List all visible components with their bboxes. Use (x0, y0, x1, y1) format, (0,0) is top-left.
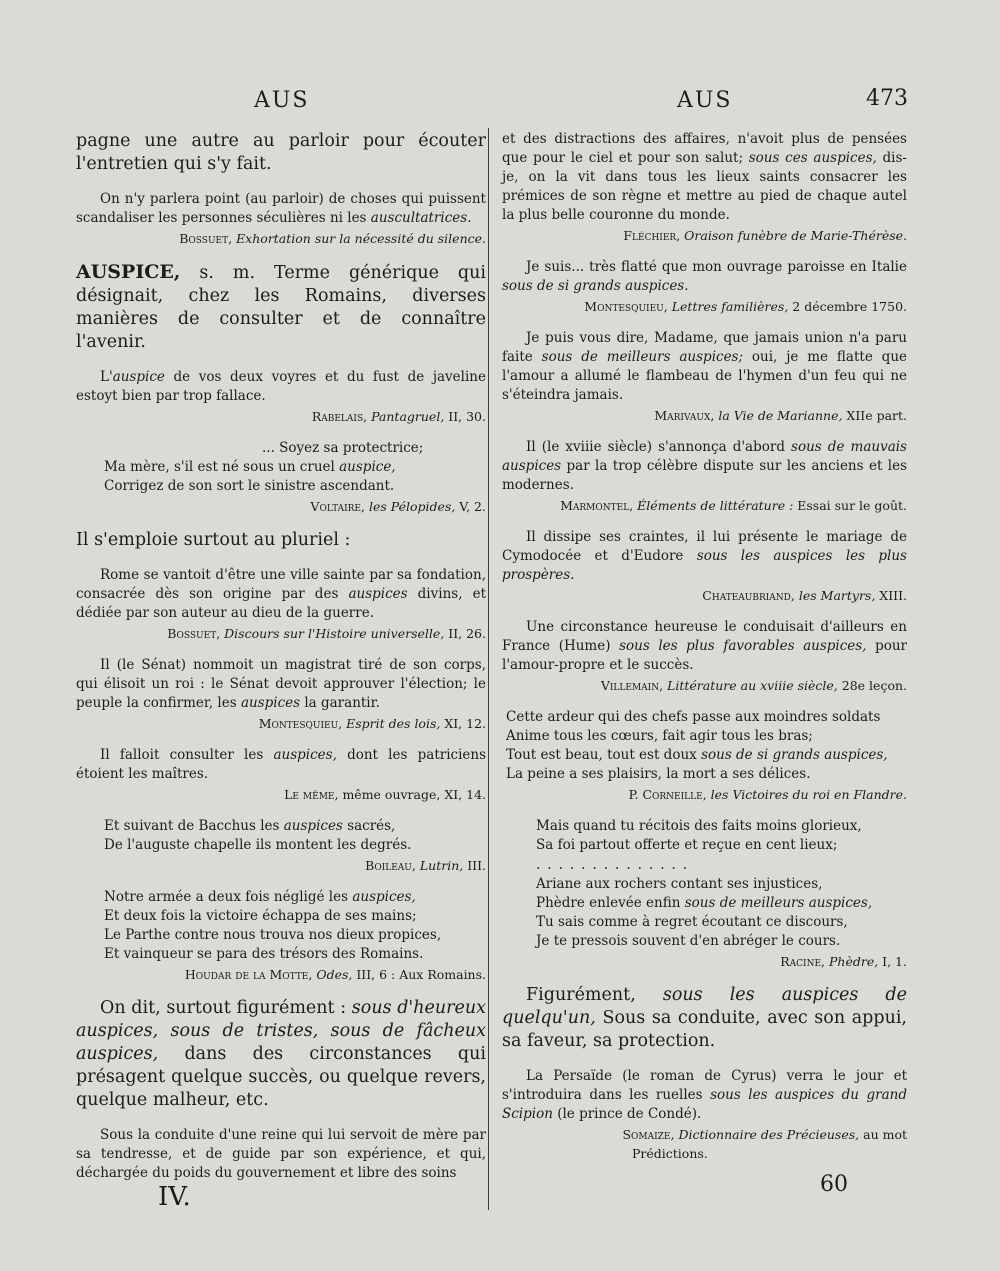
verse-line: Phèdre enlevée enfin sous de meilleurs auspices, (536, 895, 873, 911)
column-divider (488, 128, 489, 1210)
quote-source: Rabelais, Pantagruel, II, 30. (311, 409, 486, 424)
quote-continued: et des distractions des affaires, n'avoit plus de pensées que pour le ciel et pour son salut; sous ces auspices, dis-je, on la vit dans tous les lieux saints consacrer les prémices de son règne et mettre au pied de chaque autel la plus belle couronne du monde. (502, 131, 907, 223)
verse-line: Mais quand tu récitois des faits moins glorieux, (536, 818, 862, 834)
verse-line: Tu sais comme à regret écoutant ce discours, (536, 914, 848, 930)
folio-number: 60 (820, 1172, 848, 1197)
quote: Il (le xviiie siècle) s'annonça d'abord sous de mauvais auspices par la trop célèbre dispute sur les anciens et les modernes. (502, 439, 907, 493)
verse-line: ... Soyez sa protectrice; (262, 440, 424, 456)
signature-mark: IV. (158, 1182, 191, 1212)
quote-source: Villemain, Littérature au xviiie siècle, 28e leçon. (600, 678, 907, 693)
page-number: 473 (866, 86, 908, 111)
ellipsis-line: .............. (536, 857, 695, 873)
verse-line: Tout est beau, tout est doux sous de si grands auspices, (506, 747, 888, 763)
left-column (76, 130, 486, 1183)
quote-source: Voltaire, les Pélopides, V, 2. (310, 499, 486, 514)
verse-line: Et vainqueur se para des trésors des Romains. (104, 946, 424, 962)
quote: On n'y parlera point (au parloir) de choses qui puissent scandaliser les personnes séculières ni les auscultatrices. (76, 191, 486, 226)
quote-source: Racine, Phèdre, I, 1. (780, 954, 907, 969)
dictionary-entry: AUSPICE, s. m. Terme générique qui désignait, chez les Romains, diverses manières de consulter et de connaître l'avenir. (76, 261, 486, 352)
verse-line: Et suivant de Bacchus les auspices sacrés, (104, 818, 396, 834)
verse-line: De l'auguste chapelle ils montent les degrés. (104, 837, 412, 853)
section-note: Il s'emploie surtout au pluriel : (76, 530, 351, 550)
verse-line: Je te pressois souvent d'en abréger le cours. (536, 933, 841, 949)
verse-line: Ariane aux rochers contant ses injustices, (536, 876, 823, 892)
quote-source: Marivaux, la Vie de Marianne, XIIe part. (654, 408, 907, 423)
quote-source: Chateaubriand, les Martyrs, XIII. (702, 588, 907, 603)
verse-line: Sa foi partout offerte et reçue en cent lieux; (536, 837, 838, 853)
quote: Une circonstance heureuse le conduisait d'ailleurs en France (Hume) sous les plus favorables auspices, pour l'amour-propre et le succès. (502, 619, 907, 673)
verse-line: Corrigez de son sort le sinistre ascendant. (104, 478, 395, 494)
quote-source: Bossuet, Discours sur l'Histoire universelle, II, 26. (167, 626, 486, 641)
quote: L'auspice de vos deux voyres et du fust de javeline estoyt bien par trop fallace. (76, 369, 486, 404)
verse-line: Anime tous les cœurs, fait agir tous les bras; (506, 728, 813, 744)
quote: Je suis... très flatté que mon ouvrage paroisse en Italie sous de si grands auspices. (502, 259, 907, 294)
quote: Rome se vantoit d'être une ville sainte par sa fondation, consacrée dès son origine par des auspices divins, et dédiée par son auteur au dieu de la guerre. (76, 567, 486, 621)
quote-source: Fléchier, Oraison funèbre de Marie-Thérèse. (623, 228, 907, 243)
verse-line: Le Parthe contre nous trouva nos dieux propices, (104, 927, 442, 943)
figurative-usage: Figurément, sous les auspices de quelqu'un, Sous sa conduite, avec son appui, sa faveur, sa protection. (502, 985, 907, 1051)
quote-source: Houdar de la Motte, Odes, III, 6 : Aux Romains. (184, 967, 486, 982)
verse-line: Et deux fois la victoire échappa de ses mains; (104, 908, 417, 924)
verse-line: La peine a ses plaisirs, la mort a ses délices. (506, 766, 811, 782)
quote: La Persaïde (le roman de Cyrus) verra le jour et s'introduira dans les ruelles sous les auspices du grand Scipion (le prince de Condé). (502, 1068, 907, 1122)
right-column (502, 130, 907, 1176)
quote: Il (le Sénat) nommoit un magistrat tiré de son corps, qui élisoit un roi : le Sénat devoit approuver l'élection; le peuple la confirmer, les auspices la garantir. (76, 657, 486, 711)
quote-source-continued: Prédictions. (632, 1146, 708, 1161)
figurative-usage: On dit, surtout figurément : sous d'heureux auspices, sous de tristes, sous de fâcheux auspices, dans des circonstances qui présagent quelque succès, ou quelque revers, quelque malheur, etc. (76, 998, 486, 1110)
quote-source: Bossuet, Exhortation sur la nécessité du silence. (179, 231, 486, 246)
quote-source: Montesquieu, Lettres familières, 2 décembre 1750. (584, 299, 907, 314)
quote-source: Montesquieu, Esprit des lois, XI, 12. (258, 716, 486, 731)
quote: Sous la conduite d'une reine qui lui servoit de mère par sa tendresse, et de guide par son expérience, et qui, déchargée du poids du gouvernement et libre des soins (76, 1127, 486, 1181)
quote: Il falloit consulter les auspices, dont les patriciens étoient les maîtres. (76, 747, 487, 782)
quote-source: Marmontel, Éléments de littérature : Essai sur le goût. (560, 498, 907, 513)
quote: Il dissipe ses craintes, il lui présente le mariage de Cymodocée et d'Eudore sous les auspices les plus prospères. (502, 529, 907, 583)
intro-text: pagne une autre au parloir pour écouter l'entretien qui s'y fait. (76, 131, 486, 174)
quote-source: Somaize, Dictionnaire des Précieuses, au mot (622, 1127, 907, 1142)
quote-source: Boileau, Lutrin, III. (365, 858, 486, 873)
verse-line: Notre armée a deux fois négligé les auspices, (104, 889, 416, 905)
verse-line: Cette ardeur qui des chefs passe aux moindres soldats (506, 709, 881, 725)
quote-source: Le même, même ouvrage, XI, 14. (284, 787, 486, 802)
quote: Je puis vous dire, Madame, que jamais union n'a paru faite sous de meilleurs auspices; oui, je me flatte que l'amour a allumé le flambeau de l'hymen d'un feu qui ne s'éteindra jamais. (502, 330, 907, 403)
quote-source: P. Corneille, les Victoires du roi en Flandre. (628, 787, 907, 802)
running-header-right: AUS (677, 88, 733, 113)
running-header-left: AUS (254, 88, 310, 113)
verse-line: Ma mère, s'il est né sous un cruel auspice, (104, 459, 396, 475)
